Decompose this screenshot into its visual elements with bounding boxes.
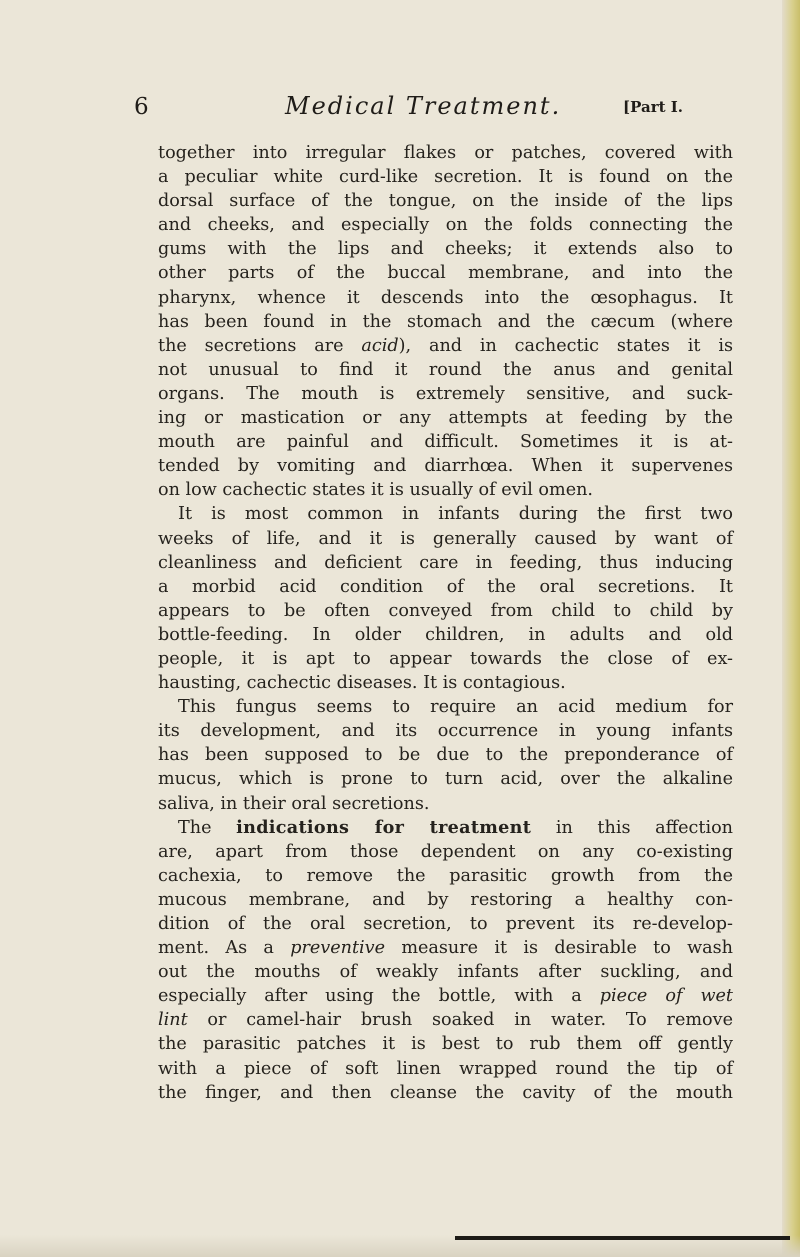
page-number: 6: [134, 94, 149, 120]
text-line: are, apart from those dependent on any co-existing: [158, 841, 733, 862]
text-line: saliva, in their oral secretions.: [158, 793, 430, 814]
running-title: Medical Treatment.: [285, 92, 562, 120]
text-line: has been found in the stomach and the cæcum (where: [158, 311, 733, 332]
body-text: [158, 141, 733, 1105]
part-label: [Part I.: [623, 98, 683, 116]
text-line: organs. The mouth is extremely sensitive, and suck-: [158, 383, 733, 404]
page-edge-right: [782, 0, 800, 1257]
text-line: gums with the lips and cheeks; it extends also to: [158, 239, 733, 260]
text-line: [158, 334, 733, 358]
bold-heading-text: indications for treatment: [236, 816, 532, 838]
text-segment: The: [178, 817, 237, 838]
text-line: mucus, which is prone to turn acid, over the alkaline: [158, 769, 733, 790]
text-line: has been supposed to be due to the preponderance of: [158, 745, 733, 766]
text-line: people, it is apt to appear towards the close of ex-: [158, 648, 733, 669]
text-line: weeks of life, and it is generally caused by want of: [158, 528, 733, 549]
text-line: a morbid acid condition of the oral secretions. It: [158, 576, 733, 597]
text-line: cleanliness and deficient care in feeding, thus inducing: [158, 552, 733, 573]
text-line: the parasitic patches it is best to rub them off gently: [158, 1034, 733, 1055]
text-line: pharynx, whence it descends into the œsophagus. It: [158, 287, 733, 308]
text-segment: in this affection: [531, 817, 734, 838]
text-segment: ment. As a: [158, 938, 291, 959]
text-line: ing or mastication or any attempts at feeding by the: [158, 408, 733, 429]
text-line: on low cachectic states it is usually of evil omen.: [158, 480, 594, 501]
text-segment: especially after using the bottle, with a: [158, 986, 600, 1007]
text-segment: the secretions are: [158, 335, 362, 356]
running-header: [120, 92, 740, 132]
italic-text: piece of wet: [599, 986, 733, 1007]
text-line: dorsal surface of the tongue, on the inside of the lips: [158, 191, 733, 212]
text-segment: measure it is desirable to wash: [385, 938, 734, 959]
italic-text: preventive: [290, 938, 386, 959]
text-segment: or camel-hair brush soaked in water. To remove: [187, 1010, 733, 1031]
text-line: its development, and its occurrence in young infants: [158, 721, 733, 742]
text-line: dition of the oral secretion, to prevent its re-develop-: [158, 914, 733, 934]
text-line: [158, 1008, 733, 1032]
text-line: bottle-feeding. In older children, in adults and old: [158, 624, 733, 645]
text-line: cachexia, to remove the parasitic growth from the: [158, 865, 733, 886]
text-segment: ), and in cachectic states it is: [398, 335, 733, 356]
text-line: [158, 984, 733, 1008]
text-line: hausting, cachectic diseases. It is contagious.: [158, 673, 566, 694]
text-line: together into irregular flakes or patches, covered with: [158, 143, 733, 163]
text-line: mucous membrane, and by restoring a healthy con-: [158, 889, 733, 910]
text-line: [158, 936, 733, 960]
italic-text: acid: [361, 335, 399, 356]
text-line: tended by vomiting and diarrhœa. When it supervenes: [158, 456, 733, 477]
text-line: with a piece of soft linen wrapped round the tip of: [158, 1058, 733, 1079]
text-line: a peculiar white curd-like secretion. It is found on the: [158, 167, 733, 188]
italic-text: lint: [158, 1010, 188, 1031]
text-line: It is most common in infants during the first two: [178, 504, 733, 525]
text-line: appears to be often conveyed from child to child by: [158, 600, 733, 621]
text-line: out the mouths of weakly infants after suckling, and: [158, 962, 733, 983]
text-line: [158, 816, 733, 840]
text-line: mouth are painful and difficult. Sometimes it is at-: [158, 432, 733, 453]
text-line: the finger, and then cleanse the cavity of the mouth: [158, 1082, 733, 1103]
text-line: and cheeks, and especially on the folds connecting the: [158, 215, 733, 236]
text-line: not unusual to find it round the anus and genital: [158, 359, 733, 380]
text-line: This fungus seems to require an acid medium for: [178, 697, 733, 718]
text-line: other parts of the buccal membrane, and into the: [158, 263, 733, 284]
bottom-rule: [455, 1236, 790, 1240]
